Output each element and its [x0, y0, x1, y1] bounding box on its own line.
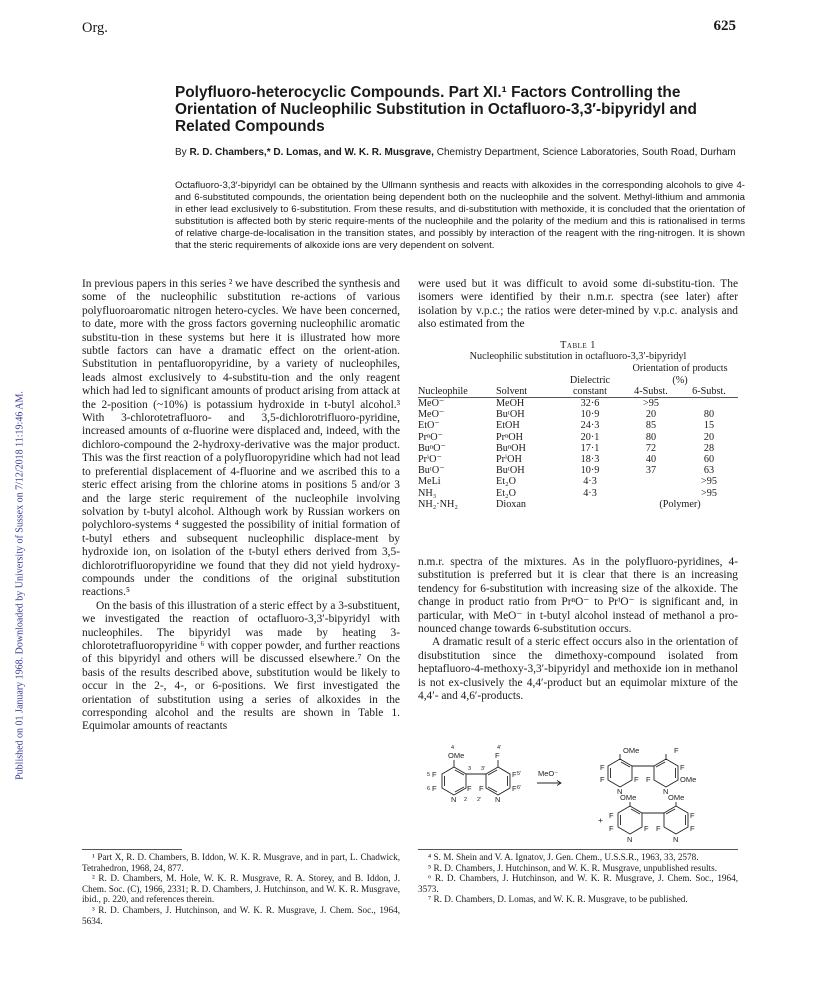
product-44-dimethoxy	[608, 754, 678, 787]
table-row	[418, 454, 738, 465]
label-f: F	[690, 824, 695, 833]
label-f: F	[644, 824, 649, 833]
substitution-table	[418, 363, 738, 510]
table-cell: EtO⁻	[418, 420, 440, 432]
label-n: N	[617, 787, 623, 796]
table-cell: >95	[643, 398, 659, 410]
table-body	[418, 398, 738, 510]
table-cell: BuᵗOH	[496, 409, 525, 421]
table-cell: 32·6	[580, 398, 600, 410]
table-cell: Et₂O	[496, 476, 516, 488]
publication-stamp: Published on 01 January 1968. Downloaded by University of Sussex on 7/12/2018 11:19:46 AM.	[14, 391, 26, 780]
label-f: F	[432, 784, 437, 793]
table-cell: 28	[703, 442, 715, 454]
table-cell: MeLi	[418, 476, 441, 488]
table-cell: 20·1	[580, 431, 600, 443]
label-ome: OMe	[680, 775, 697, 784]
table-row	[418, 488, 738, 499]
label-f: F	[609, 811, 614, 820]
table-cell: 60	[703, 454, 715, 466]
table-cell: >95	[701, 487, 717, 499]
table-cell: PrⁿOH	[496, 431, 523, 443]
label-pos4: 4	[451, 745, 455, 751]
footnote: ⁶ R. D. Chambers, J. Hutchinson, and W. K. R. Musgrave, J. Chem. Soc., 1964, 3573.	[418, 873, 738, 894]
footnotes-right	[418, 852, 738, 905]
label-pos6p: 6′	[517, 785, 522, 791]
label-f: F	[600, 775, 605, 784]
label-pos4p: 4′	[497, 745, 502, 751]
footnote: ⁵ R. D. Chambers, J. Hutchinson, and W. K. R. Musgrave, unpublished results.	[428, 862, 718, 873]
table-head-row-1	[418, 363, 738, 374]
footnote-rule	[418, 849, 738, 850]
table-cell: 20	[703, 431, 715, 443]
reagent-label: MeO⁻	[538, 769, 559, 778]
footnote: ⁴ S. M. Shein and V. A. Ignatov, J. Gen. Chem., U.S.S.R., 1963, 33, 2578.	[428, 852, 699, 862]
label-n: N	[627, 835, 633, 844]
head-percent: (%)	[672, 374, 688, 386]
abstract: Octafluoro-3,3′-bipyridyl can be obtained by the Ullmann synthesis and reacts with alkoxides in the corresponding alcohols to give 4- and 6-substituted compounds, the orientation being dependent both on the nucleophile and the solvent. Methyl-lithium and ammonia in ether lead exclusively to 6-substitution. From these results, and di-substitution with methoxide, it is concluded that the orientation of substitution is affected both by steric require-ments of the nucleophile and the polarity of the medium and this is rationalised in terms of relative charge-de-localisation in the transition states, and possibly by interaction of the reagent with the ring-nitrogen. It is shown that the steric requirements of alkoxide ions are very dependent on solvent.	[175, 180, 745, 251]
table-cell: 80	[703, 409, 715, 421]
table-cell	[622, 488, 680, 499]
table-cell: 40	[645, 454, 657, 466]
article-title: Polyfluoro-heterocyclic Compounds. Part XI.¹ Factors Controlling the Orientation of Nucleophilic Substitution in Octafluoro-3,3′-bipyridyl and Related Compounds	[175, 84, 697, 135]
label-f: F	[634, 775, 639, 784]
starting-bipyridyl	[442, 760, 510, 795]
journal-name: Org.	[82, 20, 108, 36]
body-paragraph-2: On the basis of this illustration of a steric effect by a 3-substituent, we investigated the reaction of octafluoro-3,3′-bipyridyl with nucleophiles. The bipyridyl was made by heating 3-chlorotetrafluoropyridine ⁶ with copper powder, and further reactions of this bipyridyl and others will be discussed elsewhere.⁷ On the basis of the results described above, substitution would be likely to occur in the 2-, 4-, or 6-positions. We first investigated the orientation of substitution using a series of alkoxides in the corresponding alcohol and the results are shown in Table 1. Equimolar amounts of reactants	[82, 599, 400, 733]
label-pos5: 5	[427, 772, 431, 778]
body-paragraph-4: n.m.r. spectra of the mixtures. As in the polyfluoro-pyridines, 4-substitution is preferred but it is clear that there is an increasing tendency for 6-substitution with increasing size of the alkoxide. The change in product ratio from PrⁿO⁻ to PrⁱO⁻ is significant and, in particular, with MeO⁻ in t-butyl alcohol instead of methanol a pro-nounced change towards 6-substitution occurs.	[418, 556, 738, 636]
label-f: F	[656, 824, 661, 833]
head-dielectric: Dielectric	[569, 374, 611, 386]
table-cell	[558, 499, 622, 510]
table-cell: Et₂O	[496, 487, 516, 499]
product-46-dimethoxy	[618, 802, 688, 834]
table-cell: PrⁱOH	[496, 454, 522, 466]
author-line	[175, 147, 745, 160]
label-f: F	[512, 770, 517, 779]
label-f: F	[495, 751, 500, 760]
plus-sign: +	[598, 815, 603, 825]
table-row	[418, 432, 738, 443]
by-label: By	[175, 147, 187, 158]
affiliation: Chemistry Department, Science Laboratories, South Road, Durham	[436, 147, 736, 158]
label-pos3p: 3′	[481, 766, 486, 772]
page-number: 625	[713, 18, 736, 34]
table-cell: 4·3	[583, 476, 597, 488]
table-label: Table 1	[560, 340, 596, 351]
label-f: F	[467, 784, 472, 793]
label-n: N	[673, 835, 679, 844]
label-n: N	[495, 795, 501, 804]
table-cell: >95	[701, 476, 717, 488]
right-column-middle	[418, 556, 738, 703]
column-header: Solvent	[496, 385, 528, 397]
label-f: F	[674, 746, 679, 755]
label-ome: OMe	[620, 793, 637, 802]
left-column	[82, 278, 400, 734]
table-1	[418, 340, 738, 510]
right-column-top	[418, 278, 738, 332]
table-cell: 80	[645, 431, 657, 443]
table-cell: NH₃	[418, 487, 437, 499]
table-row	[418, 443, 738, 454]
table-cell: 24·3	[580, 420, 600, 432]
footnote-rule	[82, 849, 182, 850]
head-orientation: Orientation of products	[632, 363, 728, 375]
table-row	[418, 409, 738, 420]
footnote: ¹ Part X, R. D. Chambers, B. Iddon, W. K. R. Musgrave, and in part, L. Chadwick, Tetrahedron, 1968, 24, 877.	[82, 852, 400, 873]
footnote: ⁷ R. D. Chambers, D. Lomas, and W. K. R. Musgrave, to be published.	[428, 894, 688, 905]
table-cell: MeOH	[496, 398, 525, 410]
column-header: 4-Subst.	[634, 385, 668, 397]
table-cell: 20	[645, 409, 657, 421]
body-paragraph-1: In previous papers in this series ² we have described the synthesis and some of the nucleophilic substitution re-actions of various polyfluoroaromatic nitrogen hetero-cycles. We have been concerned, to date, more with the gross factors governing nucleophilic aromatic substitu-tion in these systems but here it is illustrated how more subtle factors can have a dramatic effect on the orient-ation. Substitution in pentafluoropyridine, by a variety of nucleophiles, leads almost exclusively to 4-substitu-tion and the only reagent which had led to significant amounts of product arising from attack at the 2-position (~10%) is potassium hydroxide in t-butyl alcohol.³ With 3-chlorotetrafluoro- and 3,5-dichlorotrifluoro-pyridine, increased amounts of α-fluorine were displaced and, indeed, with the dichloro-compound the 2-hydroxy-derivative was the major product. This was the first reaction of a polyfluoropyridine which had not lead to preferential displacement of 4-fluorine and we ascribed this to a steric effect arising from the chlorine atoms in positions 5 and/or 3 and the large steric requirement of the nucleophile involving solvation by t-butyl alcohol. Although work by Russian workers on polychloro-systems ⁴ suggested the possibility of initial formation of t-butyl ethers and subsequent nucleophilic displace-ment by hydroxide ion, on isolation of the t-butyl ethers derived from 3,5-dichlorotrifluoropyridine we found that they did not yield hydroxy-compounds under the conditions of the original substitution reactions.⁵	[82, 278, 400, 599]
table-cell: 4·3	[583, 487, 597, 499]
column-header: constant	[573, 385, 607, 397]
table-row	[418, 420, 738, 431]
body-paragraph-3: were used but it was difficult to avoid some di-substitu-tion. The isomers were identified by their n.m.r. spectra (see later) after isolation by v.p.c.; the ratios were deter-mined by v.p.c. analysis and also estimated from the	[418, 278, 738, 331]
table-cell: BuᵗO⁻	[418, 465, 445, 477]
label-n: N	[663, 787, 669, 796]
table-cell: (Polymer)	[659, 498, 701, 510]
table-cell: MeO⁻	[418, 398, 445, 410]
table-cell: 10·9	[580, 465, 600, 477]
label-f: F	[646, 775, 651, 784]
footnote: ² R. D. Chambers, M. Hole, W. K. R. Musgrave, R. A. Storey, and B. Iddon, J. Chem. Soc. (C), 1966, 2331; R. D. Chambers, J. Hutchinson, and W. K. R. Musgrave, ibid., p. 220, and references therein.	[82, 873, 400, 905]
footnotes-left	[82, 852, 400, 926]
table-cell: BuⁿO⁻	[418, 442, 446, 454]
table-row	[418, 476, 738, 487]
table-cell: 63	[703, 465, 715, 477]
label-f: F	[609, 824, 614, 833]
label-pos5p: 5′	[517, 771, 522, 777]
table-caption: Nucleophilic substitution in octafluoro-3,3′-bipyridyl	[469, 351, 687, 363]
label-n: N	[451, 795, 457, 804]
label-f: F	[432, 770, 437, 779]
label-pos3: 3	[468, 766, 472, 772]
table-cell: 85	[645, 420, 657, 432]
label-ome: OMe	[668, 793, 685, 802]
table-cell: NH₂·NH₂	[418, 498, 458, 510]
label-f: F	[512, 784, 517, 793]
label-pos2p: 2′	[477, 797, 482, 803]
body-paragraph-5: A dramatic result of a steric effect occurs also in the orientation of disubstitution since the dimethoxy-compound isolated from heptafluoro-4-methoxy-3,3′-bipyridyl and methoxide ion in methanol is not ex-clusively the 4,4′-product but an equimolar mixture of the 4,4′- and 4,6′-products.	[418, 636, 738, 703]
table-cell: Dioxan	[496, 498, 526, 510]
table-cell	[622, 476, 680, 487]
table-cell: 10·9	[580, 409, 600, 421]
label-f: F	[690, 811, 695, 820]
table-cell: 37	[645, 465, 657, 477]
table-cell	[680, 398, 738, 409]
table-cell: 17·1	[580, 442, 600, 454]
table-head-row-2	[418, 375, 738, 386]
label-pos6: 6	[427, 786, 431, 792]
column-header: Nucleophile	[418, 385, 468, 397]
label-pos2: 2	[464, 797, 468, 803]
label-ome: OMe	[448, 751, 465, 760]
table-cell: 18·3	[580, 454, 600, 466]
table-row	[418, 398, 738, 409]
table-row	[418, 499, 738, 510]
label-f: F	[600, 763, 605, 772]
table-cell: PrⁱO⁻	[418, 454, 442, 466]
label-f: F	[479, 784, 484, 793]
table-head-row-3	[418, 386, 738, 397]
table-cell: PrⁿO⁻	[418, 431, 444, 443]
table-row	[418, 465, 738, 476]
column-header: 6-Subst.	[692, 385, 726, 397]
table-cell: 72	[645, 442, 657, 454]
table-cell: EtOH	[496, 420, 520, 432]
table-cell: 15	[703, 420, 715, 432]
table-cell: BuᵗOH	[496, 465, 525, 477]
footnote: ³ R. D. Chambers, J. Hutchinson, and W. K. R. Musgrave, J. Chem. Soc., 1964, 5634.	[82, 904, 400, 926]
reaction-scheme	[420, 745, 740, 845]
label-ome: OMe	[623, 746, 640, 755]
table-cell: BuⁿOH	[496, 442, 526, 454]
table-cell: MeO⁻	[418, 409, 445, 421]
author-names: R. D. Chambers,* D. Lomas, and W. K. R. Musgrave,	[189, 147, 434, 158]
label-f: F	[680, 763, 685, 772]
